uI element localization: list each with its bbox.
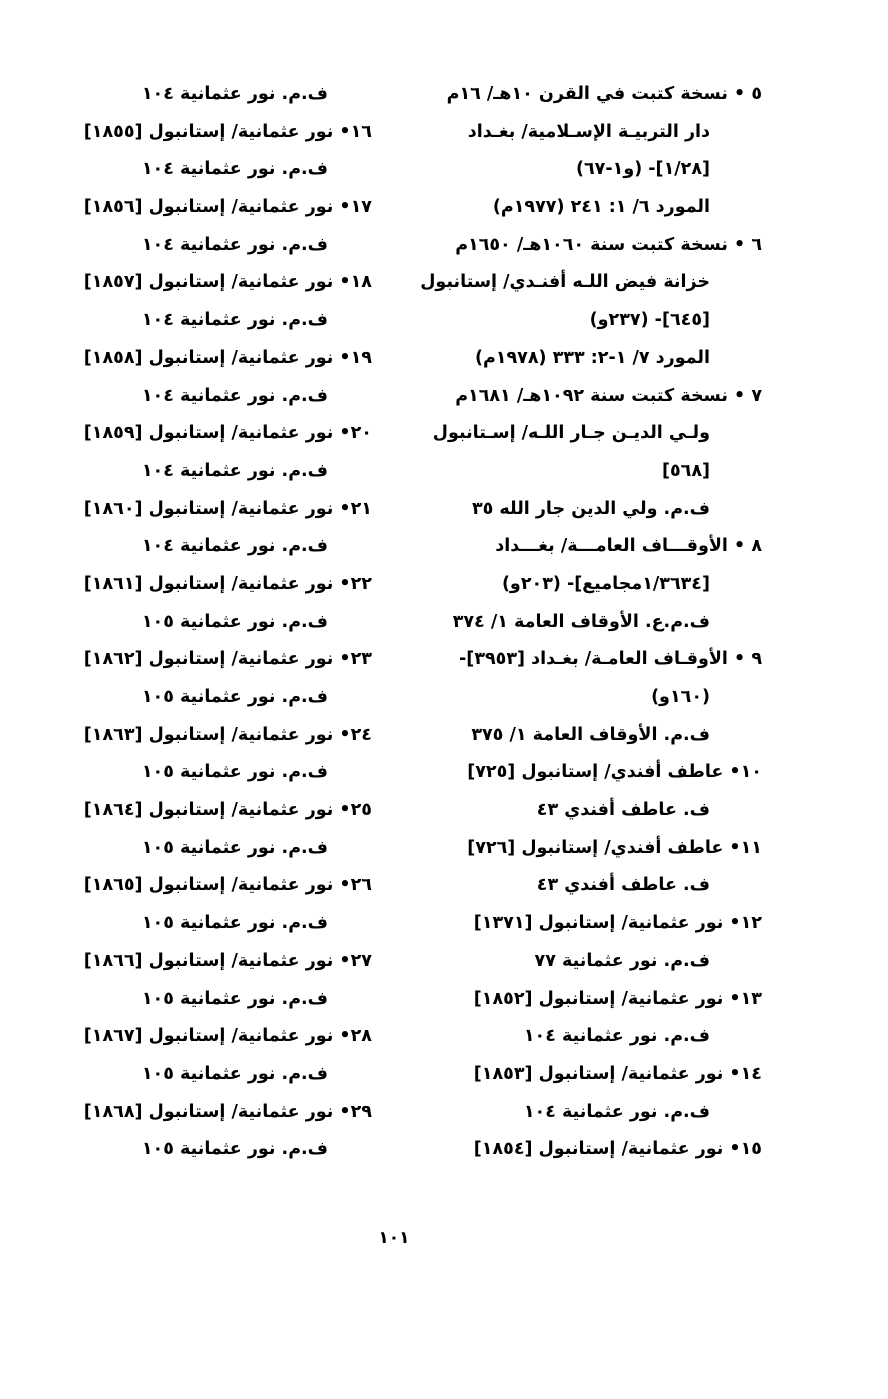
entry-detail-line: [١/٣٦٣٤مجاميع]- (٢٠٣و) <box>501 573 710 594</box>
entry-detail-line: (١٦٠و) <box>651 687 710 707</box>
entry-detail-line: ف.م. نور عثمانية ١٠٥ <box>141 913 328 934</box>
entry-heading-line: ٢٢• نور عثمانية/ إستانبول [١٨٦١] <box>83 573 372 594</box>
entry-heading-line: ٥ • نسخة كتبت في القرن ١٠هـ/ ١٦م <box>446 84 762 104</box>
entry-detail-line: ف.م. نور عثمانية ١٠٤ <box>141 159 328 180</box>
entry-heading-line: ٢٦• نور عثمانية/ إستانبول [١٨٦٥] <box>83 875 372 896</box>
entry-detail-line: ف.م. نور عثمانية ١٠٤ <box>523 1101 710 1122</box>
entry-heading-line: ٢٤• نور عثمانية/ إستانبول [١٨٦٣] <box>83 724 372 745</box>
entry-detail-line: ف.م. نور عثمانية ١٠٥ <box>141 687 328 707</box>
entry-detail-line: ف.م. الأوقاف العامة ١/ ٣٧٥ <box>471 724 710 745</box>
entry-detail-line: ف.م.ع. الأوقاف العامة ١/ ٣٧٤ <box>452 611 710 632</box>
entry-heading-line: ١٤• نور عثمانية/ إستانبول [١٨٥٣] <box>473 1063 762 1084</box>
entry-detail-line: ف.م. نور عثمانية ١٠٤ <box>523 1026 710 1047</box>
entry-heading-line: ١٦• نور عثمانية/ إستانبول [١٨٥٥] <box>83 121 372 142</box>
entry-detail-line: ف.م. نور عثمانية ١٠٤ <box>141 84 328 104</box>
entry-heading-line: ١٥• نور عثمانية/ إستانبول [١٨٥٤] <box>473 1139 762 1160</box>
entry-detail-line: خزانة فيض اللـه أفنـدي/ إستانبول <box>420 272 710 293</box>
entry-detail-line: المورد ٦/ ١: ٢٤١ (١٩٧٧م) <box>492 197 710 218</box>
entry-heading-line: ٧ • نسخة كتبت سنة ١٠٩٢هـ/ ١٦٨١م <box>455 385 762 406</box>
entry-heading-line: ٦ • نسخة كتبت سنة ١٠٦٠هـ/ ١٦٥٠م <box>455 234 762 255</box>
entry-detail-line: ف.م. نور عثمانية ١٠٥ <box>141 762 328 783</box>
entry-detail-line: دار التربيـة الإسـلامية/ بغـداد <box>467 121 710 142</box>
entry-detail-line: ف.م. نور عثمانية ١٠٤ <box>141 310 328 331</box>
entry-heading-line: ٢٨• نور عثمانية/ إستانبول [١٨٦٧] <box>83 1026 372 1047</box>
entry-detail-line: ف.م. نور عثمانية ١٠٤ <box>141 460 328 481</box>
entry-detail-line: ف.م. نور عثمانية ١٠٤ <box>141 536 328 557</box>
entry-detail-line: ف.م. نور عثمانية ١٠٥ <box>141 1139 328 1160</box>
right-column <box>412 76 762 1169</box>
entry-detail-line: المورد ٧/ ١-٢: ٣٣٣ (١٩٧٨م) <box>474 347 710 368</box>
entry-detail-line: ف.م. ولي الدين جار الله ٣٥ <box>471 498 710 519</box>
entry-detail-line: ف.م. نور عثمانية ١٠٥ <box>141 988 328 1009</box>
entry-detail-line: [٦٤٥]- (٢٣٧و) <box>589 310 710 331</box>
left-column <box>60 76 372 1169</box>
entry-detail-line: ف. عاطف أفندي ٤٣ <box>536 875 710 896</box>
entry-heading-line: ٩ • الأوقـاف العامـة/ بغـداد [٣٩٥٣]- <box>459 649 762 670</box>
entry-detail-line: [٥٦٨] <box>661 460 710 481</box>
entry-detail-line: ولـي الديـن جـار اللـه/ إسـتانبول <box>432 423 710 444</box>
entry-heading-line: ٢١• نور عثمانية/ إستانبول [١٨٦٠] <box>83 498 372 519</box>
entry-heading-line: ٢٣• نور عثمانية/ إستانبول [١٨٦٢] <box>83 649 372 670</box>
entry-heading-line: ٢٠• نور عثمانية/ إستانبول [١٨٥٩] <box>83 423 372 444</box>
entry-detail-line: [١/٢٨]- (و١-٦٧) <box>576 159 710 180</box>
entry-heading-line: ١٣• نور عثمانية/ إستانبول [١٨٥٢] <box>473 988 762 1009</box>
entry-heading-line: ٢٧• نور عثمانية/ إستانبول [١٨٦٦] <box>83 950 372 971</box>
entry-detail-line: ف.م. نور عثمانية ٧٧ <box>534 950 710 971</box>
entry-heading-line: ٢٩• نور عثمانية/ إستانبول [١٨٦٨] <box>83 1101 372 1122</box>
entry-detail-line: ف. عاطف أفندي ٤٣ <box>536 800 710 821</box>
entry-heading-line: ١٧• نور عثمانية/ إستانبول [١٨٥٦] <box>83 197 372 218</box>
page-number: ١٠١ <box>378 1228 410 1248</box>
entry-heading-line: ١٩• نور عثمانية/ إستانبول [١٨٥٨] <box>83 347 372 368</box>
entry-heading-line: ٢٥• نور عثمانية/ إستانبول [١٨٦٤] <box>83 800 372 821</box>
entry-heading-line: ٨ • الأوقـــاف العامـــة/ بغـــداد <box>495 536 762 557</box>
entry-heading-line: ١٠• عاطف أفندي/ إستانبول [٧٢٥] <box>467 762 762 783</box>
entry-heading-line: ١١• عاطف أفندي/ إستانبول [٧٢٦] <box>467 837 762 858</box>
entry-detail-line: ف.م. نور عثمانية ١٠٤ <box>141 234 328 255</box>
entry-detail-line: ف.م. نور عثمانية ١٠٥ <box>141 837 328 858</box>
entry-heading-line: ١٨• نور عثمانية/ إستانبول [١٨٥٧] <box>83 272 372 293</box>
entry-detail-line: ف.م. نور عثمانية ١٠٤ <box>141 385 328 406</box>
entry-detail-line: ف.م. نور عثمانية ١٠٥ <box>141 1063 328 1084</box>
entry-detail-line: ف.م. نور عثمانية ١٠٥ <box>141 611 328 632</box>
entry-heading-line: ١٢• نور عثمانية/ إستانبول [١٣٧١] <box>473 913 762 934</box>
